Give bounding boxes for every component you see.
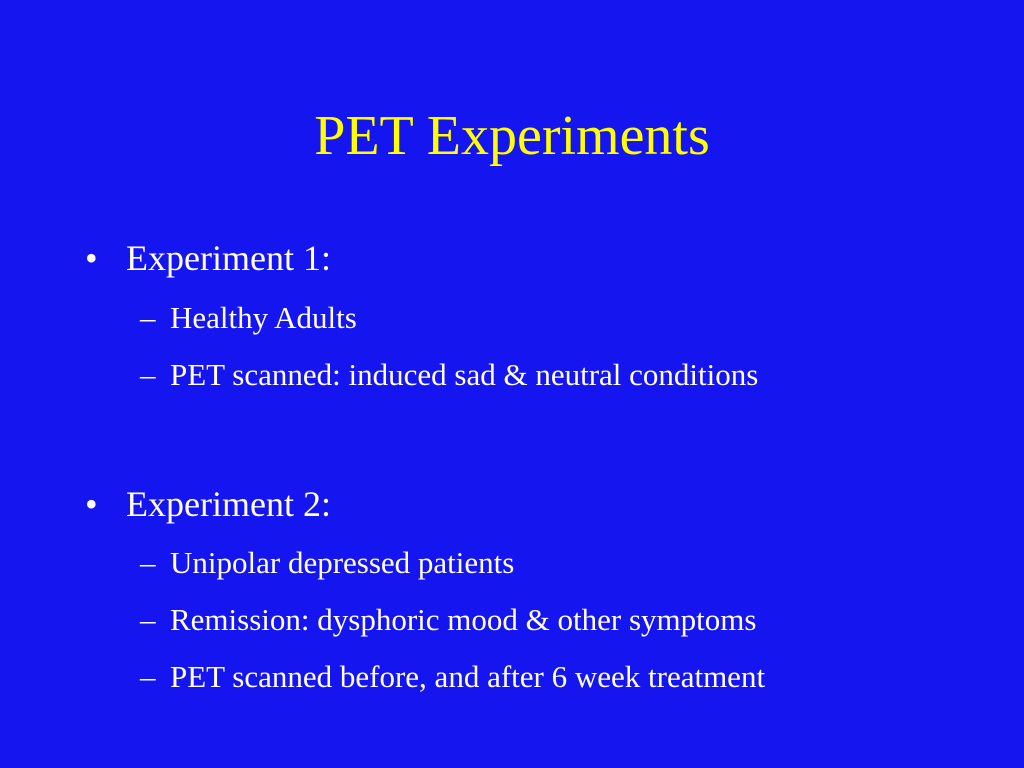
- sub-bullet: [140, 657, 765, 697]
- sub-bullet-marker: –: [140, 659, 156, 694]
- slide-title: PET Experiments: [314, 105, 710, 167]
- sub-bullet-marker: –: [140, 602, 156, 637]
- sub-bullet: [140, 355, 758, 395]
- sub-bullet-text: Remission: dysphoric mood & other symptoms: [170, 602, 757, 637]
- sub-bullet: [140, 600, 756, 640]
- bullet-text: Experiment 2:: [126, 484, 331, 524]
- sub-bullet-text: PET scanned: induced sad & neutral conditions: [170, 357, 759, 392]
- sub-bullet: [140, 298, 357, 338]
- sub-bullet-text: Unipolar depressed patients: [170, 545, 515, 580]
- bullet-marker: •: [85, 484, 98, 524]
- sub-bullet-marker: –: [140, 300, 156, 335]
- sub-bullet-text: Healthy Adults: [170, 300, 357, 335]
- bullet-experiment-2: [85, 482, 331, 526]
- sub-bullet-text: PET scanned before, and after 6 week treatment: [170, 659, 766, 694]
- bullet-marker: •: [85, 238, 98, 278]
- sub-bullet-marker: –: [140, 357, 156, 392]
- bullet-experiment-1: [85, 236, 331, 280]
- sub-bullet-marker: –: [140, 545, 156, 580]
- sub-bullet: [140, 543, 514, 583]
- bullet-text: Experiment 1:: [126, 238, 331, 278]
